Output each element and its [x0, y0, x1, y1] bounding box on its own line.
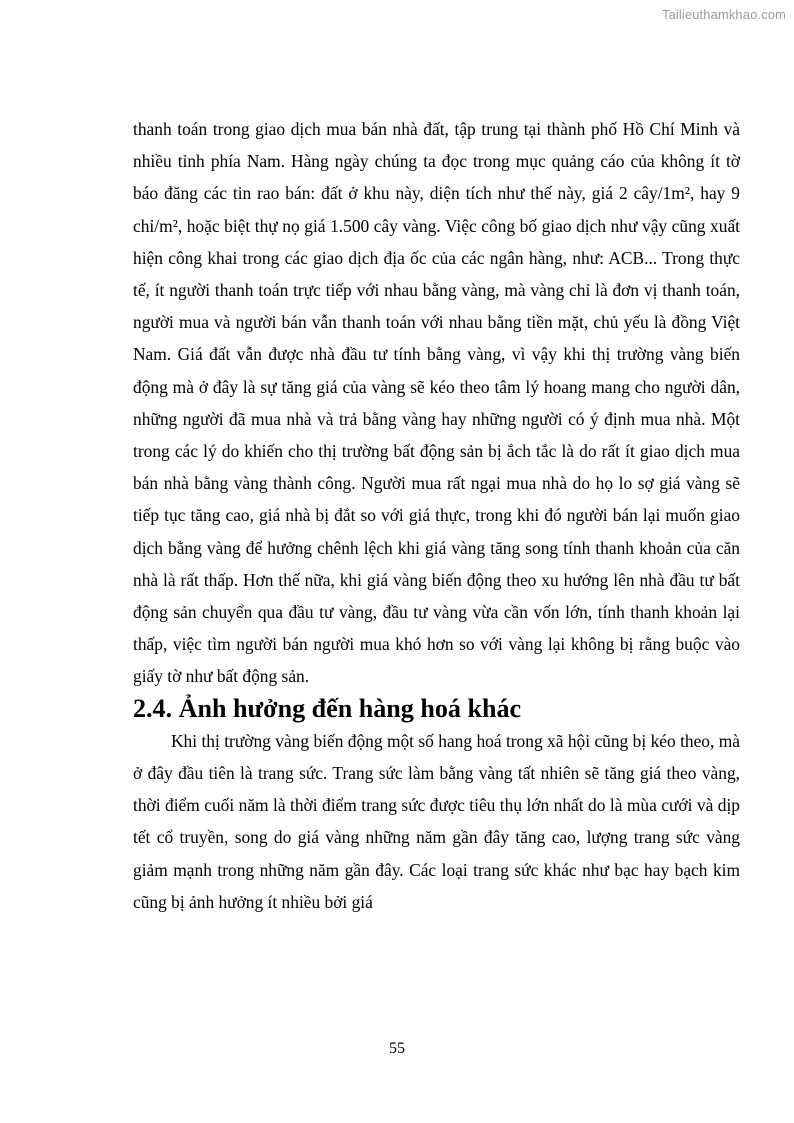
body-paragraph: Khi thị trường vàng biến động một số hang hoá trong xã hội cũng bị kéo theo, mà ở đây đầu tiên là trang sức. Trang sức làm bằng vàng tất nhiên sẽ tăng giá theo vàng, thời điểm cuối năm là thời điểm trang sức được tiêu thụ lớn nhất do là mùa cưới và dịp tết cổ truyền, song do giá vàng những năm gần đây tăng cao, lượng trang sức vàng giảm mạnh trong những năm gần đây. Các loại trang sức khác như bạc hay bạch kim cũng bị ảnh hưởng ít nhiều bởi giá — [133, 730, 740, 912]
section-heading: 2.4. Ảnh hưởng đến hàng hoá khác — [133, 693, 522, 723]
document-body — [133, 113, 740, 918]
body-paragraph: thanh toán trong giao dịch mua bán nhà đất, tập trung tại thành phố Hồ Chí Minh và nhiều tỉnh phía Nam. Hàng ngày chúng ta đọc trong mục quảng cáo của không ít tờ báo đăng các tin rao bán: đất ở khu này, diện tích như thế này, giá 2 cây/1m², hay 9 chỉ/m², hoặc biệt thự nọ giá 1.500 cây vàng. Việc công bố giao dịch như vậy cũng xuất hiện công khai trong các giao dịch địa ốc của các ngân hàng, như: ACB... Trong thực tế, ít người thanh toán trực tiếp với nhau bằng vàng, mà vàng chỉ là đơn vị thanh toán, người mua và người bán vẫn thanh toán với nhau bằng tiền mặt, chủ yếu là đồng Việt Nam. Giá đất vẫn được nhà đầu tư tính bằng vàng, vì vậy khi thị trường vàng biến động mà ở đây là sự tăng giá của vàng sẽ kéo theo tâm lý hoang mang cho người dân, những người đã mua nhà và trả bằng vàng hay những người có ý định mua nhà. Một trong các lý do khiến cho thị trường bất động sản bị ắch tắc là do rất ít giao dịch mua bán nhà bằng vàng thành công. Người mua rất ngại mua nhà do họ lo sợ giá vàng sẽ tiếp tục tăng cao, giá nhà bị đắt so với giá thực, trong khi đó người bán lại muốn giao dịch bằng vàng để hưởng chênh lệch khi giá vàng tăng song tính thanh khoản của căn nhà là rất thấp. Hơn thế nữa, khi giá vàng biến động theo xu hướng lên nhà đầu tư bất động sản chuyển qua đầu tư vàng, đầu tư vàng vừa cần vốn lớn, tính thanh khoản lại thấp, việc tìm người bán người mua khó hơn so với vàng lại không bị rằng buộc vào giấy tờ như bất động sản. — [133, 119, 740, 687]
page-number: 55 — [389, 1040, 405, 1057]
watermark-text: Tailieuthamkhao.com — [661, 7, 786, 22]
